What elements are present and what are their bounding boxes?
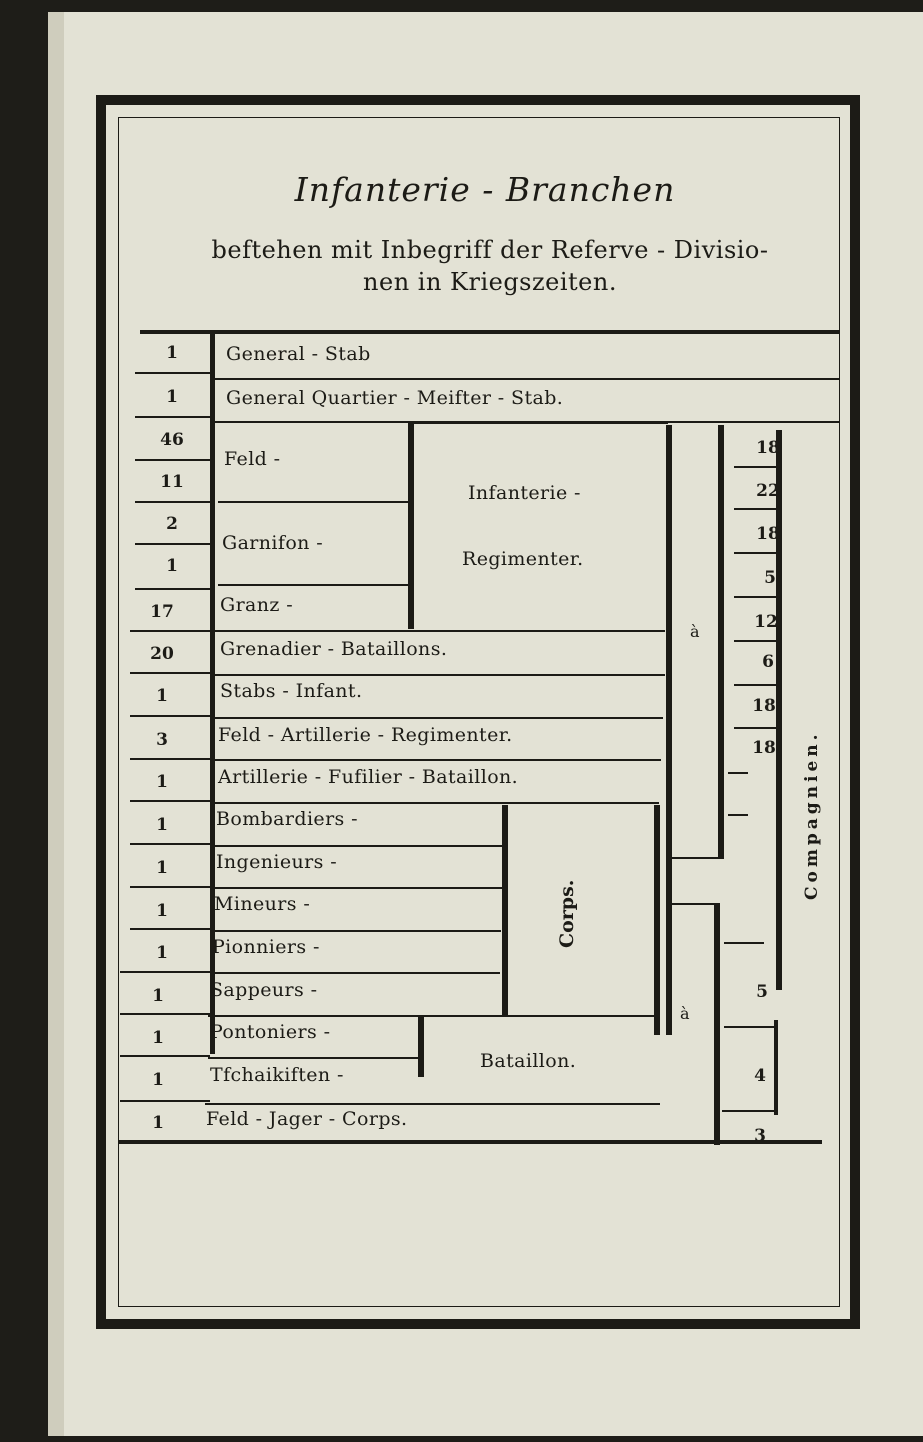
count-separator — [120, 1013, 210, 1015]
row-label: Granz - — [220, 594, 294, 616]
company-count: 18 — [752, 696, 776, 716]
count-separator — [120, 971, 210, 973]
infanterie-bracket-left — [408, 421, 414, 629]
company-separator — [734, 640, 776, 642]
row-count: 11 — [160, 472, 184, 492]
count-separator — [120, 1100, 210, 1102]
company-separator — [724, 1026, 776, 1028]
row-label: Mineurs - — [214, 893, 311, 915]
label-separator — [215, 378, 840, 380]
label-separator — [215, 717, 663, 719]
row-count: 1 — [156, 686, 168, 706]
company-separator — [724, 942, 764, 944]
label-separator — [218, 501, 410, 503]
label-separator — [215, 802, 659, 804]
infanterie-label-2: Regimenter. — [462, 548, 584, 570]
label-separator — [212, 972, 500, 974]
row-label: Sappeurs - — [210, 979, 318, 1001]
company-count: 22 — [756, 481, 780, 501]
row-count: 1 — [152, 1113, 164, 1133]
corps-label: Corps. — [556, 879, 578, 948]
label-separator — [215, 759, 661, 761]
count-separator — [135, 501, 210, 503]
count-separator — [130, 758, 210, 760]
row-count: 1 — [156, 815, 168, 835]
a-label-bottom: à — [680, 1004, 690, 1023]
company-count: 3 — [754, 1126, 766, 1146]
count-separator — [135, 372, 210, 374]
label-separator — [213, 930, 501, 932]
row-count: 3 — [156, 730, 168, 750]
company-separator — [734, 552, 776, 554]
row-count: 1 — [152, 986, 164, 1006]
row-label: Feld - Artillerie - Regimenter. — [218, 724, 513, 746]
label-separator — [215, 630, 665, 632]
company-count: 5 — [756, 982, 768, 1002]
row-count: 1 — [152, 1070, 164, 1090]
corps-bracket-left — [502, 805, 508, 1017]
count-separator — [135, 459, 210, 461]
table-subtitle — [140, 234, 840, 298]
row-label: General Quartier - Meifter - Stab. — [226, 387, 564, 409]
row-label: Pionniers - — [212, 936, 320, 958]
count-separator — [135, 588, 210, 590]
subtitle-line-1: beftehen mit Inbegriff der Referve - Divisio- — [211, 236, 769, 264]
company-separator — [722, 1110, 778, 1112]
label-separator — [215, 674, 665, 676]
count-separator — [130, 630, 210, 632]
company-separator — [734, 727, 776, 729]
blank-footer-area — [118, 1140, 818, 1300]
count-separator — [130, 843, 210, 845]
row-label: General - Stab — [226, 343, 371, 365]
count-separator — [130, 886, 210, 888]
count-separator — [130, 800, 210, 802]
row-count: 1 — [166, 387, 178, 407]
label-separator — [215, 845, 503, 847]
row-count: 2 — [166, 514, 178, 534]
bataillon-bracket-left — [418, 1015, 424, 1077]
company-count: 18 — [756, 438, 780, 458]
company-count: 12 — [754, 612, 778, 632]
company-count: 6 — [762, 652, 774, 672]
a-column-rule — [672, 903, 720, 905]
count-separator — [120, 1055, 210, 1057]
a-column-left — [666, 425, 672, 1035]
row-label: Garnifon - — [222, 532, 324, 554]
row-count: 1 — [156, 858, 168, 878]
corps-bracket-right — [654, 805, 660, 1035]
company-separator — [734, 508, 776, 510]
company-count: 5 — [764, 568, 776, 588]
company-separator — [728, 814, 748, 816]
table-title: Infanterie - Branchen — [294, 170, 676, 209]
label-separator — [215, 887, 502, 889]
row-label: Stabs - Infant. — [220, 680, 363, 702]
row-label: Bombardiers - — [216, 808, 358, 830]
label-separator — [208, 1015, 658, 1017]
subtitle-line-2: nen in Kriegszeiten. — [363, 268, 617, 296]
row-count: 1 — [156, 943, 168, 963]
row-label: Feld - Jager - Corps. — [206, 1108, 408, 1130]
company-count: 18 — [752, 738, 776, 758]
count-separator — [135, 416, 210, 418]
a-column-right-upper — [718, 425, 724, 857]
page-gutter-shadow — [48, 12, 64, 1436]
label-separator — [205, 1103, 660, 1105]
count-separator — [135, 543, 210, 545]
row-count: 17 — [150, 602, 174, 622]
a-label-top: à — [690, 622, 700, 641]
label-separator — [218, 584, 408, 586]
company-count: 4 — [754, 1066, 766, 1086]
company-count: 18 — [756, 524, 780, 544]
label-separator — [208, 1057, 420, 1059]
row-count: 1 — [156, 772, 168, 792]
row-label: Artillerie - Fufilier - Bataillon. — [218, 766, 519, 788]
header-rule — [140, 330, 840, 334]
company-separator — [734, 596, 776, 598]
row-count: 1 — [166, 556, 178, 576]
count-separator — [130, 715, 210, 717]
row-label: Feld - — [224, 448, 281, 470]
row-label: Tfchaikiften - — [210, 1064, 344, 1086]
company-separator — [734, 684, 776, 686]
a-column-right-lower — [714, 905, 720, 1145]
row-count: 1 — [166, 343, 178, 363]
row-label: Pontoniers - — [210, 1021, 331, 1043]
count-separator — [130, 672, 210, 674]
row-count: 20 — [150, 644, 174, 664]
compagnien-label: Compagnien. — [802, 730, 822, 900]
row-count: 46 — [160, 430, 184, 450]
a-column-rule — [672, 857, 724, 859]
company-separator — [734, 466, 776, 468]
row-label: Ingenieurs - — [216, 851, 338, 873]
count-separator — [130, 928, 210, 930]
bataillon-label: Bataillon. — [480, 1050, 577, 1072]
row-label: Grenadier - Bataillons. — [220, 638, 448, 660]
infanterie-bracket-top — [414, 421, 668, 424]
row-count: 1 — [152, 1028, 164, 1048]
row-count: 1 — [156, 901, 168, 921]
company-separator — [728, 772, 748, 774]
infanterie-label-1: Infanterie - — [468, 482, 581, 504]
